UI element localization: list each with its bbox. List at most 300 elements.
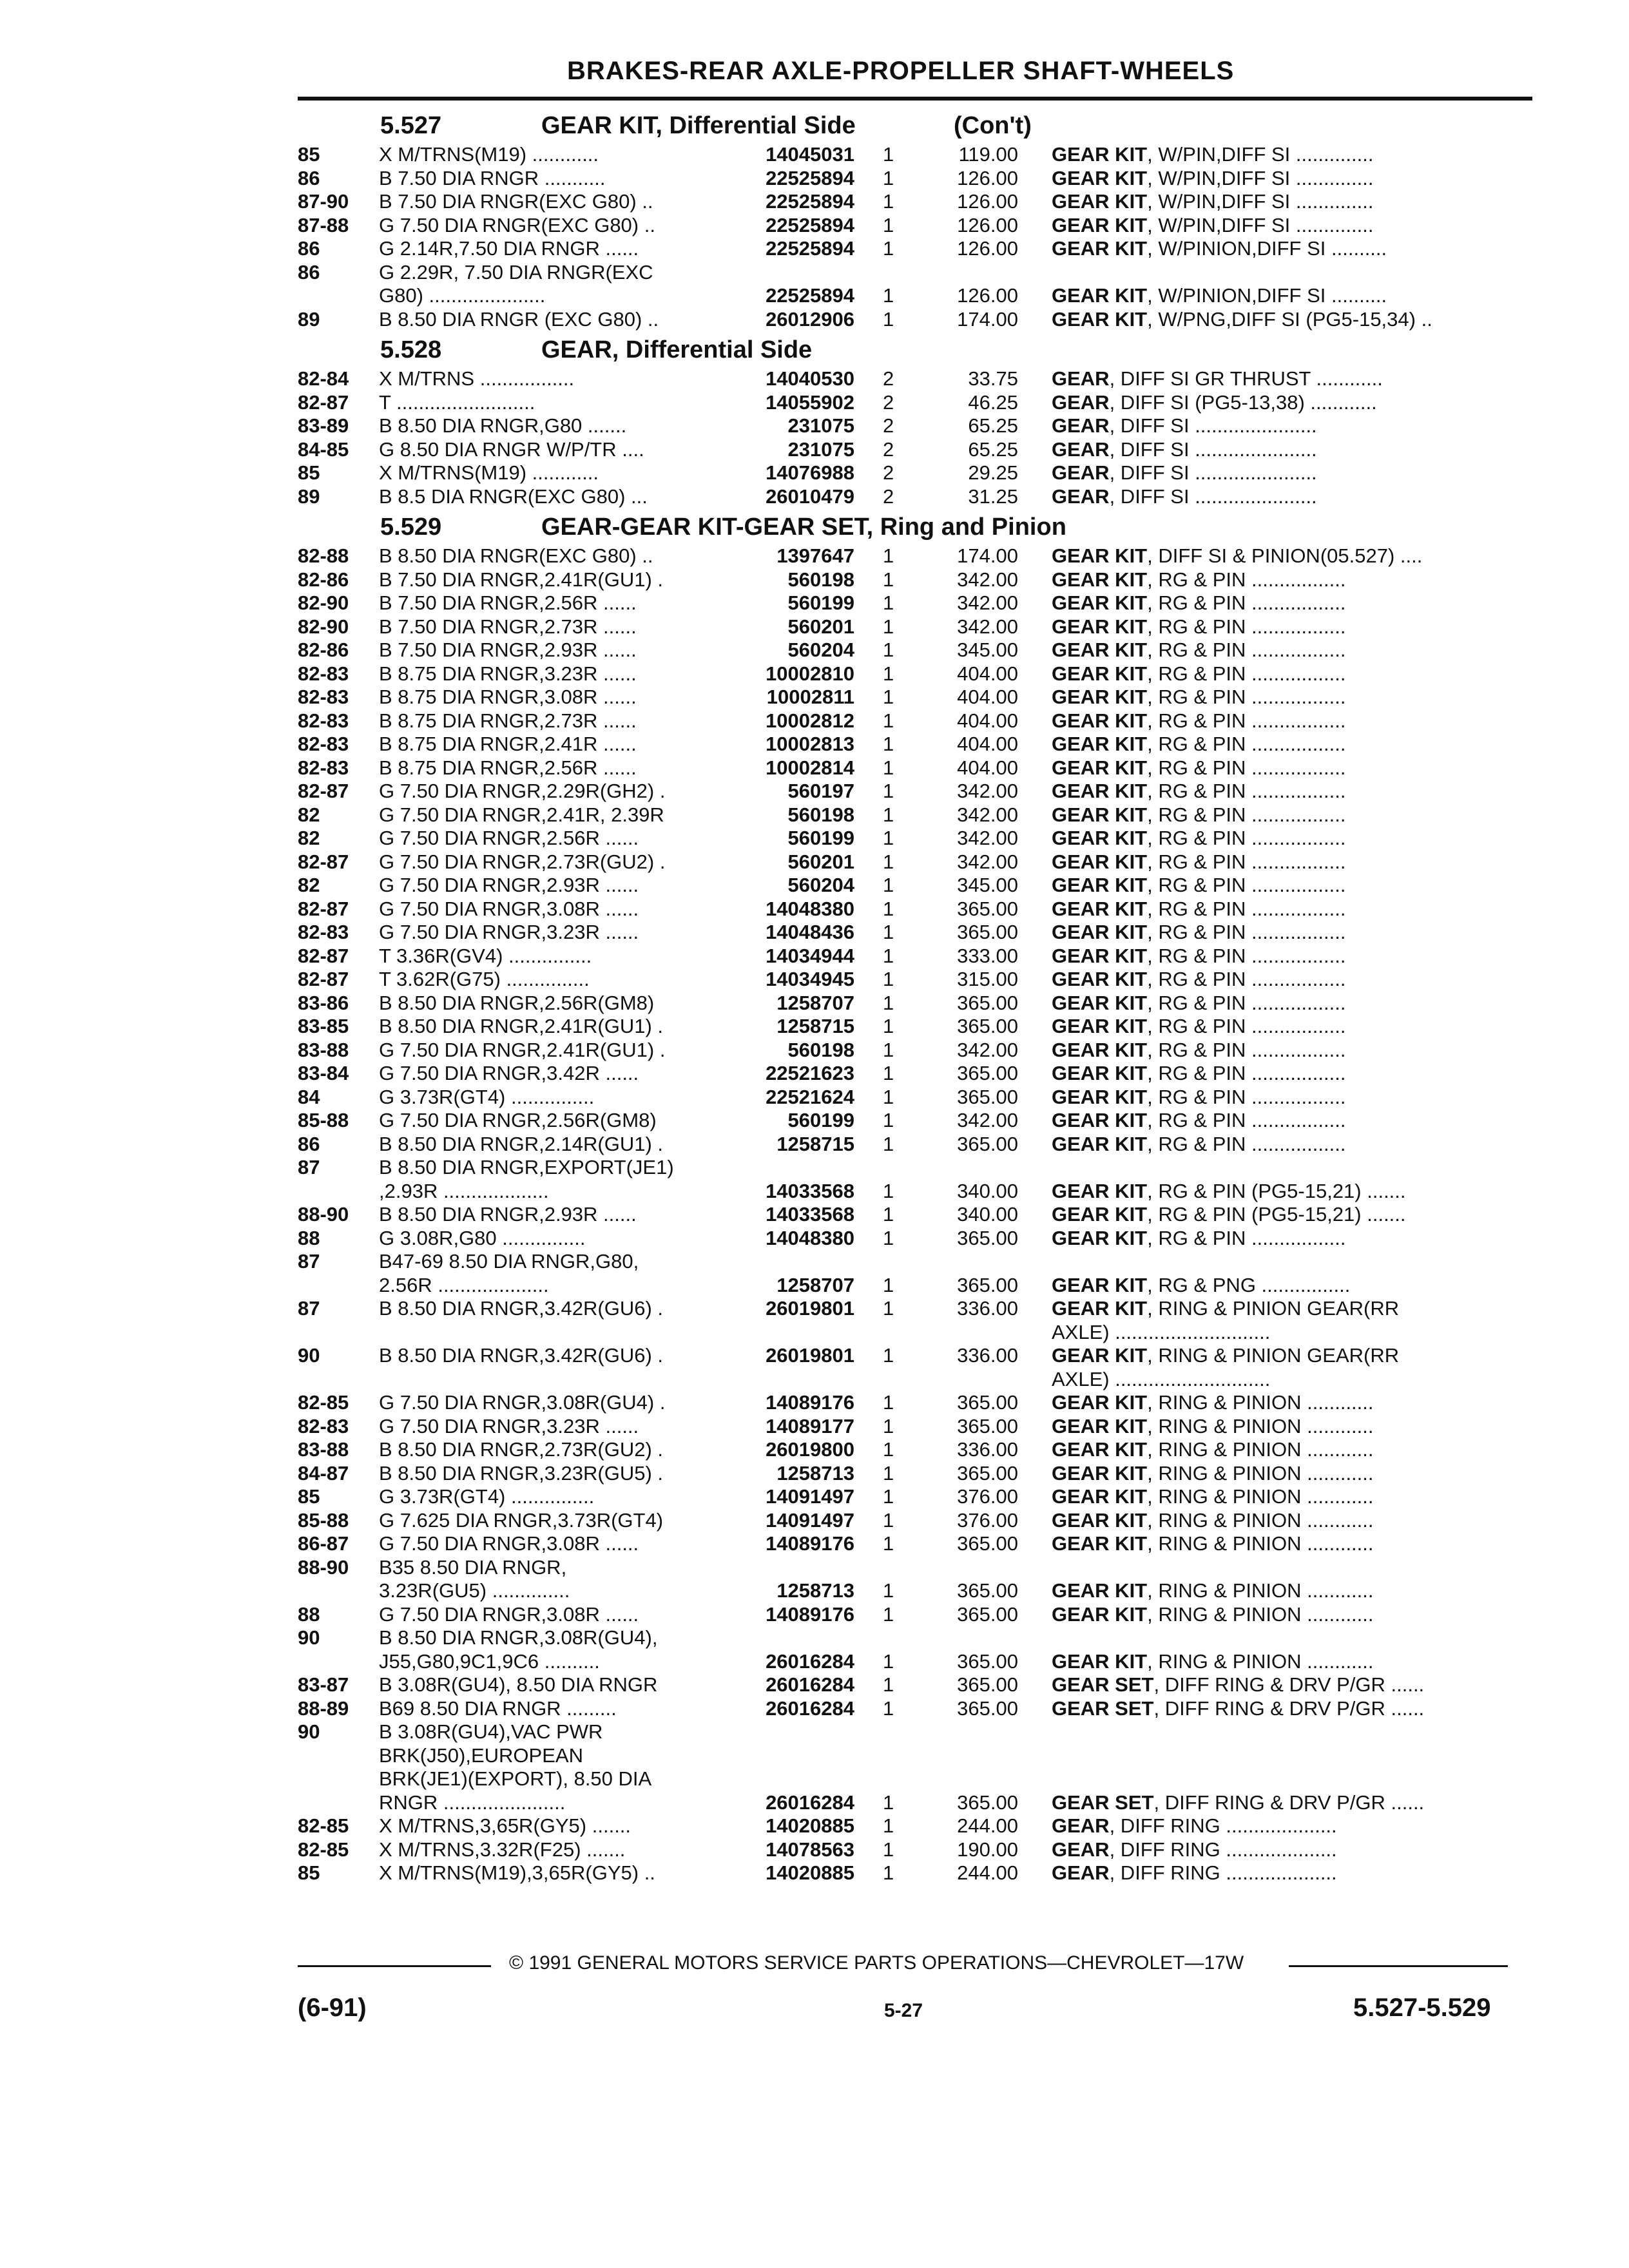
part-number: 560204 [787,874,854,896]
part-name [1052,780,1345,803]
list-price: 365.00 [957,1273,1018,1296]
list-price: 336.00 [957,1297,1018,1320]
part-name-detail: , RING & PINION ............ [1147,1414,1374,1437]
model-years: 83-84 [298,1062,349,1084]
table-row [0,167,1629,190]
part-number: 14091497 [766,1485,854,1508]
quantity: 1 [883,1673,894,1696]
part-number: 560204 [787,639,854,661]
quantity: 2 [883,485,894,508]
quantity: 2 [883,461,894,484]
part-name-bold: GEAR KIT [1052,1038,1148,1061]
footer-page-number: 5-27 [884,2000,923,2021]
application-description: G 7.50 DIA RNGR,3.08R ...... [379,897,639,920]
part-name [1052,237,1387,260]
model-years: 82-90 [298,615,349,638]
part-name-detail: , RING & PINION GEAR(RR [1147,1344,1400,1367]
part-name [1052,284,1387,307]
part-number: 560198 [787,568,854,591]
table-row [0,1767,1629,1791]
model-years: 82-85 [298,1814,349,1837]
application-description: B 8.75 DIA RNGR,2.73R ...... [379,709,637,732]
part-name-bold: GEAR KIT [1052,709,1148,732]
quantity: 1 [883,780,894,802]
part-name-detail: , DIFF SI (PG5-13,38) ............ [1109,390,1377,414]
model-years: 90 [298,1344,320,1367]
table-row [0,1556,1629,1579]
table-row [0,261,1629,284]
part-name [1052,827,1345,850]
application-description: X M/TRNS(M19),3,65R(GY5) .. [379,1861,655,1884]
list-price: 404.00 [957,756,1018,779]
table-row [0,921,1629,944]
quantity: 1 [883,968,894,990]
model-years: 87-88 [298,213,349,236]
part-number: 14033568 [766,1179,854,1202]
part-name [1052,992,1345,1015]
part-name-bold: GEAR KIT [1052,1414,1148,1437]
part-name-detail: , W/PIN,DIFF SI .............. [1147,213,1374,236]
part-name [1052,1791,1424,1814]
table-row [0,1039,1629,1062]
list-price: 345.00 [957,639,1018,661]
table-row [0,1579,1629,1602]
application-description: B 7.50 DIA RNGR,2.41R(GU1) . [379,568,664,591]
quantity: 1 [883,237,894,260]
list-price: 336.00 [957,1344,1018,1367]
model-years: 89 [298,307,320,331]
list-price: 119.00 [958,143,1018,166]
application-description: G 7.50 DIA RNGR,3.08R ...... [379,1602,639,1626]
part-name [1052,968,1345,991]
part-number: 26019801 [766,1344,854,1367]
application-description: B 3.08R(GU4),VAC PWR [379,1720,603,1743]
part-name-detail: , RG & PIN ................. [1147,662,1346,685]
quantity: 1 [883,544,894,567]
application-description: G 7.50 DIA RNGR,3.42R ...... [379,1062,639,1084]
table-row [0,1462,1629,1485]
part-number: 14089176 [766,1532,854,1555]
part-name-bold: GEAR [1052,437,1110,461]
part-name [1052,1697,1424,1720]
table-row [0,1603,1629,1626]
part-number: 14048380 [766,897,854,920]
part-name-detail: , RG & PIN (PG5-15,21) ....... [1147,1179,1406,1202]
application-description: X M/TRNS,3,65R(GY5) ....... [379,1814,631,1837]
application-description: G 3.73R(GT4) ............... [379,1485,595,1508]
part-name-bold: GEAR KIT [1052,237,1148,260]
part-name-bold: GEAR KIT [1052,662,1148,685]
model-years: 82-83 [298,709,349,732]
part-name [1052,921,1345,944]
part-name-bold: GEAR KIT [1052,1226,1148,1249]
part-name [1052,568,1345,591]
list-price: 342.00 [957,850,1018,873]
part-name [1052,414,1317,437]
part-name-bold: GEAR KIT [1052,1015,1148,1037]
table-row [0,1156,1629,1179]
part-name-detail: , DIFF SI ...................... [1109,461,1317,484]
part-name [1052,438,1317,461]
list-price: 376.00 [957,1485,1018,1508]
section-number: 5.528 [380,336,442,363]
part-name [1052,850,1345,874]
part-number: 26010479 [766,485,854,508]
part-name [1052,167,1373,190]
model-years: 82-83 [298,1414,349,1437]
model-years: 85-88 [298,1109,349,1131]
part-number: 26016284 [766,1696,854,1720]
quantity: 1 [883,1438,894,1461]
part-number: 1258713 [776,1461,854,1485]
part-name-detail: , DIFF RING & DRV P/GR ...... [1153,1696,1425,1720]
part-number: 1258715 [776,1132,854,1155]
header-rule [298,97,1532,101]
application-description: G 7.50 DIA RNGR,2.29R(GH2) . [379,780,666,802]
quantity: 1 [883,1649,894,1673]
part-name-bold: GEAR KIT [1052,756,1148,779]
model-years: 82-83 [298,921,349,943]
part-name [1052,898,1345,921]
part-name-bold: GEAR KIT [1052,615,1148,638]
quantity: 1 [883,874,894,896]
part-name [1052,803,1345,827]
table-row [0,733,1629,756]
part-name-bold: GEAR [1052,1838,1110,1861]
part-name [1052,367,1383,390]
application-description: G 2.29R, 7.50 DIA RNGR(EXC [379,260,653,284]
part-number: 231075 [787,414,854,437]
part-number: 26019800 [766,1438,854,1461]
quantity: 1 [883,284,894,307]
part-name-detail: , RG & PNG ................ [1147,1273,1351,1296]
table-row [0,1391,1629,1414]
application-description: B 8.50 DIA RNGR,3.23R(GU5) . [379,1461,664,1485]
table-row [0,1650,1629,1673]
part-name [1052,1838,1337,1861]
application-description: G 7.50 DIA RNGR,2.41R, 2.39R [379,803,664,826]
list-price: 342.00 [957,803,1018,826]
part-number: 26016284 [766,1791,854,1814]
model-years: 83-89 [298,414,349,437]
part-number: 560198 [787,1038,854,1061]
part-number: 560199 [787,1109,854,1131]
quantity: 2 [883,390,894,414]
quantity: 1 [883,1109,894,1131]
list-price: 365.00 [957,1791,1018,1814]
quantity: 1 [883,1085,894,1108]
quantity: 1 [883,1062,894,1084]
part-name-bold: GEAR [1052,390,1110,414]
model-years: 87-90 [298,190,349,213]
section-heading [380,514,1476,542]
part-name [1052,1673,1424,1696]
model-years: 85 [298,143,320,166]
table-row [0,1415,1629,1438]
table-row [0,827,1629,850]
application-description: B 8.50 DIA RNGR,2.73R(GU2) . [379,1438,664,1461]
model-years: 83-87 [298,1673,349,1696]
part-name-bold: GEAR KIT [1052,1085,1148,1108]
model-years: 82-83 [298,733,349,755]
quantity: 1 [883,1461,894,1485]
table-row [0,214,1629,237]
table-row [0,780,1629,803]
part-number: 26012906 [766,307,854,331]
quantity: 1 [883,639,894,661]
part-name-bold: GEAR KIT [1052,544,1148,567]
table-row [0,709,1629,733]
part-name-detail: AXLE) ............................ [1052,1367,1271,1390]
list-price: 365.00 [957,1532,1018,1555]
table-row [0,143,1629,166]
quantity: 1 [883,1838,894,1861]
part-name [1052,485,1317,508]
table-row [0,414,1629,437]
table-row [0,686,1629,709]
part-number: 560197 [787,780,854,802]
model-years: 82-83 [298,662,349,685]
part-name-detail: , RG & PIN ................. [1147,803,1346,826]
application-description: G 7.50 DIA RNGR,3.23R ...... [379,1414,639,1437]
part-name-bold: GEAR KIT [1052,733,1148,755]
application-description: G 7.50 DIA RNGR,3.08R ...... [379,1532,639,1555]
part-name [1052,1415,1374,1438]
model-years: 82 [298,874,320,896]
part-name-detail: , RING & PINION ............ [1147,1532,1374,1555]
quantity: 1 [883,733,894,755]
part-name-detail: , W/PINION,DIFF SI .......... [1147,237,1387,260]
part-name-detail: , RG & PIN ................. [1147,897,1346,920]
list-price: 126.00 [957,284,1018,307]
application-description: B 8.5 DIA RNGR(EXC G80) ... [379,485,648,508]
part-name [1052,874,1345,897]
part-name-bold: GEAR KIT [1052,1062,1148,1084]
part-name [1052,1274,1350,1297]
table-row [0,1720,1629,1744]
part-number: 22525894 [766,166,854,189]
list-price: 365.00 [957,1602,1018,1626]
quantity: 1 [883,1791,894,1814]
application-description: B 8.50 DIA RNGR,2.14R(GU1) . [379,1132,664,1155]
list-price: 365.00 [957,1649,1018,1673]
part-name-detail: , RG & PIN ................. [1147,1132,1346,1155]
application-description: T 3.62R(G75) ............... [379,968,590,990]
part-number: 560201 [787,850,854,873]
part-number: 1258707 [776,1273,854,1296]
section-title: GEAR, Differential Side [541,336,813,363]
section-title: GEAR KIT, Differential Side [541,112,856,139]
list-price: 340.00 [957,1179,1018,1202]
footer-rule-left [298,1965,491,1967]
part-name-bold: GEAR KIT [1052,827,1148,849]
part-name [1052,1039,1345,1062]
table-row [0,544,1629,568]
table-row [0,284,1629,307]
part-name-bold: GEAR KIT [1052,1391,1148,1414]
part-number: 1258713 [776,1579,854,1602]
model-years: 82-87 [298,850,349,873]
part-number: 560198 [787,803,854,826]
part-name [1052,143,1373,166]
part-name-detail: , RG & PIN ................. [1147,733,1346,755]
part-name [1052,756,1345,780]
table-row [0,968,1629,991]
application-description: B 8.50 DIA RNGR,2.93R ...... [379,1203,637,1225]
model-years: 86 [298,237,320,260]
part-name-bold: GEAR KIT [1052,921,1148,943]
application-description: B 8.50 DIA RNGR (EXC G80) .. [379,307,659,331]
part-number: 22525894 [766,284,854,307]
model-years: 85 [298,461,320,484]
part-number: 14055902 [766,390,854,414]
quantity: 1 [883,921,894,943]
part-number: 22525894 [766,190,854,213]
quantity: 1 [883,1015,894,1037]
part-name-detail: , RING & PINION ............ [1147,1602,1374,1626]
part-name-detail: , RG & PIN ................. [1147,850,1346,873]
part-name-bold: GEAR KIT [1052,991,1148,1014]
model-years: 90 [298,1720,320,1743]
table-row [0,803,1629,827]
application-description: B 8.50 DIA RNGR,3.08R(GU4), [379,1626,658,1649]
part-name-detail: , RG & PIN ................. [1147,1062,1346,1084]
part-name-detail: , RG & PIN ................. [1147,944,1346,967]
list-price: 365.00 [957,1414,1018,1437]
quantity: 1 [883,756,894,779]
model-years: 88 [298,1226,320,1249]
part-name [1052,544,1422,568]
application-description: B 7.50 DIA RNGR,2.93R ...... [379,639,637,661]
model-years: 83-88 [298,1438,349,1461]
list-price: 190.00 [957,1838,1018,1861]
part-name [1052,1368,1270,1391]
part-name [1052,1603,1374,1626]
part-name-detail: , RING & PINION ............ [1147,1461,1374,1485]
application-description: B69 8.50 DIA RNGR ......... [379,1696,617,1720]
model-years: 82-90 [298,591,349,614]
model-years: 82-84 [298,367,349,390]
table-row [0,1250,1629,1273]
part-number: 1258715 [776,1015,854,1037]
part-name-bold: GEAR KIT [1052,1344,1148,1367]
application-description: B 8.75 DIA RNGR,2.41R ...... [379,733,637,755]
part-name-detail: , RG & PIN ................. [1147,968,1346,990]
quantity: 1 [883,991,894,1014]
part-name [1052,615,1345,639]
part-name [1052,190,1373,213]
quantity: 1 [883,662,894,685]
application-description: B 7.50 DIA RNGR ........... [379,166,606,189]
quantity: 1 [883,1414,894,1437]
part-name-detail: , RG & PIN (PG5-15,21) ....... [1147,1203,1406,1225]
part-name [1052,214,1373,237]
part-name-bold: GEAR [1052,461,1110,484]
application-description: B 8.50 DIA RNGR,3.42R(GU6) . [379,1297,664,1320]
table-row [0,615,1629,639]
table-row [0,190,1629,213]
application-description: B 8.50 DIA RNGR,G80 ....... [379,414,627,437]
application-description: B 8.75 DIA RNGR,2.56R ...... [379,756,637,779]
quantity: 1 [883,143,894,166]
application-description: T ......................... [379,390,535,414]
part-number: 560201 [787,615,854,638]
part-number: 14034944 [766,944,854,967]
part-name [1052,662,1345,686]
part-name-bold: GEAR KIT [1052,1297,1148,1320]
part-name-bold: GEAR KIT [1052,1485,1148,1508]
part-name-bold: GEAR SET [1052,1791,1154,1814]
list-price: 342.00 [957,615,1018,638]
table-row [0,237,1629,260]
part-name-detail: , RG & PIN ................. [1147,1015,1346,1037]
application-description: G80) ..................... [379,284,546,307]
list-price: 340.00 [957,1203,1018,1225]
part-number: 26016284 [766,1673,854,1696]
part-number: 14020885 [766,1814,854,1837]
part-name-bold: GEAR KIT [1052,968,1148,990]
quantity: 1 [883,1132,894,1155]
part-name-detail: , RING & PINION ............ [1147,1391,1374,1414]
part-name-detail: , RG & PIN ................. [1147,709,1346,732]
list-price: 126.00 [957,190,1018,213]
table-row [0,1791,1629,1814]
list-price: 365.00 [957,1391,1018,1414]
part-name [1052,1650,1374,1673]
part-name-bold: GEAR KIT [1052,874,1148,896]
part-name-bold: GEAR KIT [1052,1179,1148,1202]
application-description: B 8.50 DIA RNGR(EXC G80) .. [379,544,653,567]
list-price: 365.00 [957,1226,1018,1249]
quantity: 1 [883,1226,894,1249]
part-number: 14089177 [766,1414,854,1437]
part-number: 10002812 [766,709,854,732]
part-name-detail: , RG & PIN ................. [1147,1038,1346,1061]
part-name [1052,1133,1345,1156]
model-years: 84 [298,1085,320,1108]
quantity: 1 [883,166,894,189]
model-years: 82-87 [298,944,349,967]
part-name-detail: , DIFF RING & DRV P/GR ...... [1153,1673,1425,1696]
model-years: 85-88 [298,1508,349,1532]
part-number: 26019801 [766,1297,854,1320]
part-number: 22525894 [766,237,854,260]
application-description: G 7.50 DIA RNGR,3.08R(GU4) . [379,1391,666,1414]
part-name-detail: , RG & PIN ................. [1147,615,1346,638]
part-name [1052,686,1345,709]
model-years: 86 [298,166,320,189]
table-row [0,639,1629,662]
part-name [1052,1321,1270,1344]
quantity: 1 [883,1814,894,1837]
table-row [0,1297,1629,1320]
application-description: G 7.50 DIA RNGR(EXC G80) .. [379,213,655,236]
application-description: G 7.50 DIA RNGR,3.23R ...... [379,921,639,943]
application-description: RNGR ...................... [379,1791,566,1814]
table-row [0,1062,1629,1085]
application-description: G 3.08R,G80 ............... [379,1226,586,1249]
application-description: B 3.08R(GU4), 8.50 DIA RNGR [379,1673,658,1696]
model-years: 82-87 [298,390,349,414]
part-name-bold: GEAR KIT [1052,686,1148,708]
table-row [0,662,1629,686]
part-number: 1258707 [776,991,854,1014]
part-name-bold: GEAR KIT [1052,1203,1148,1225]
model-years: 82-85 [298,1838,349,1861]
part-name [1052,1861,1337,1885]
list-price: 336.00 [957,1438,1018,1461]
part-name-bold: GEAR KIT [1052,166,1148,189]
